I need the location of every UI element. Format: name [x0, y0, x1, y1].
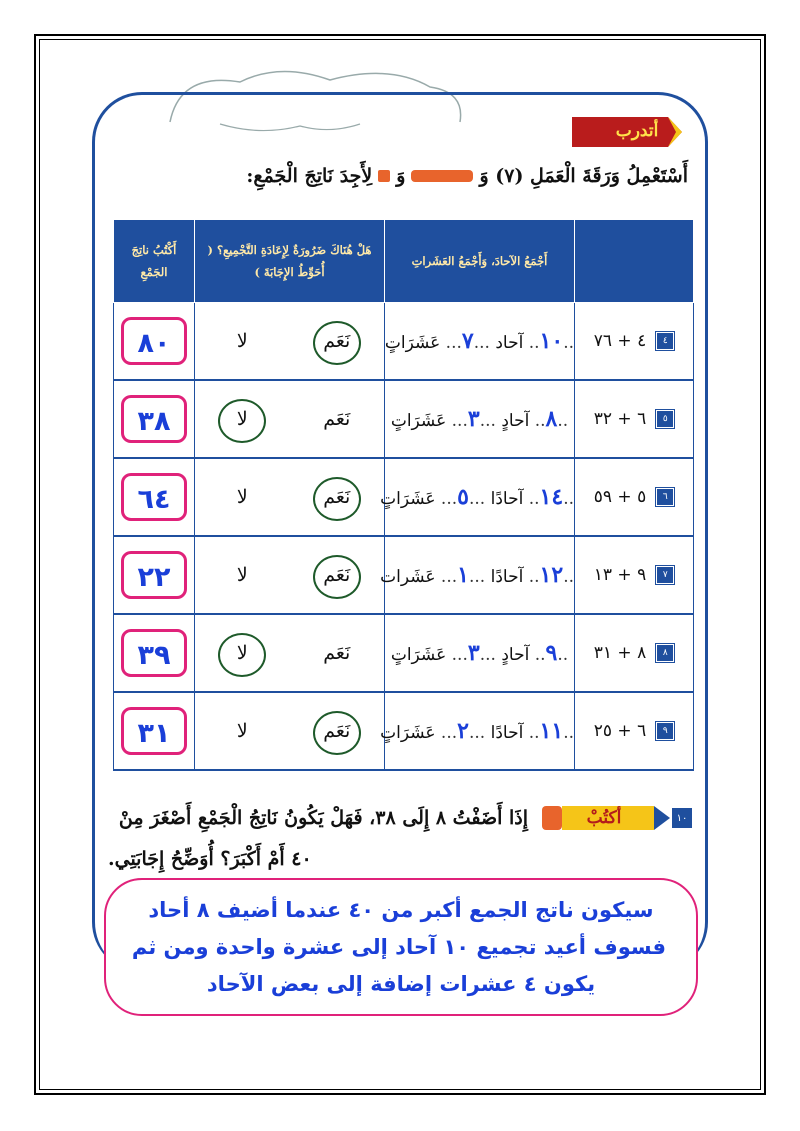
option-yes[interactable]: نَعَم: [313, 321, 361, 361]
ones-tens-cell: [380, 692, 575, 770]
answer-line-1: سيكون ناتج الجمع أكبر من ٤٠ عندما أضيف ٨ أحاد: [148, 898, 654, 922]
option-yes[interactable]: نَعَم: [313, 711, 361, 751]
tens-value: ٧: [461, 328, 474, 354]
exercise-cell: [575, 614, 694, 692]
table-row: [114, 614, 694, 692]
regroup-cell: [195, 303, 385, 381]
ones-word: آحادًا: [490, 723, 524, 743]
addition-expression: ٨ + ٣١: [593, 643, 647, 663]
tens-word: عَشَرات: [380, 567, 436, 587]
ones-tens-cell: [385, 303, 575, 381]
header-write-sum: أَكْتُبُ ناتِجَ الجَمْعِ: [114, 220, 195, 303]
dots: ..: [523, 567, 540, 587]
dots: ...: [446, 645, 468, 665]
ones-tens-cell: [380, 536, 575, 614]
instruction: [128, 160, 688, 192]
sum-answer-box[interactable]: ٣٨: [121, 395, 187, 443]
option-yes[interactable]: نَعَم: [323, 642, 351, 664]
tens-word: عَشَرَاتٍ: [384, 333, 441, 353]
row-number-badge: ٨: [656, 644, 674, 662]
tens-value: ٣: [467, 640, 480, 666]
dots: ...: [440, 333, 462, 353]
sum-answer-box[interactable]: ٢٢: [121, 551, 187, 599]
dots: ..: [523, 489, 540, 509]
row-number-badge: ٩: [656, 722, 674, 740]
exercise-cell: [575, 536, 694, 614]
option-no[interactable]: لا: [236, 330, 248, 352]
exercise-cell: [575, 458, 694, 536]
exercise-cell: [575, 380, 694, 458]
written-answer: [104, 878, 698, 1016]
addition-expression: ٤ + ٧٦: [593, 331, 647, 351]
ones-word: آحادٍ: [501, 411, 530, 431]
regroup-cell: [195, 614, 385, 692]
option-yes[interactable]: نَعَم: [313, 477, 361, 517]
dots: ...: [435, 723, 458, 743]
option-no[interactable]: لا: [236, 720, 248, 742]
tens-value: ١: [457, 562, 469, 588]
sum-answer-box[interactable]: ٨٠: [121, 317, 187, 365]
ones-word: آحادًا: [490, 489, 524, 509]
ones-value: ١٤: [539, 484, 564, 510]
instruction-text-3: لِأَجِدَ نَاتِجَ الْجَمْعِ:: [246, 165, 373, 187]
ones-value: ٨: [545, 406, 558, 432]
addition-expression: ٦ + ٢٥: [593, 721, 647, 741]
tens-value: ٣: [467, 406, 480, 432]
tens-value: ٢: [457, 718, 469, 744]
write-label: أكتُبْ: [586, 808, 622, 828]
question-line-2: ٤٠ أَمْ أَكْبَرَ؟ أُوَضِّحُ إِجَابَتِي.: [108, 848, 312, 870]
sum-cell: [114, 303, 195, 381]
dots: ...: [473, 333, 496, 353]
instruction-text-2: وَ: [396, 165, 406, 187]
ones-cube-icon: [378, 170, 390, 182]
ones-value: ٩: [545, 640, 558, 666]
tens-value: ٥: [457, 484, 469, 510]
ones-tens-cell: [385, 614, 575, 692]
sum-cell: [114, 380, 195, 458]
option-no[interactable]: لا: [218, 633, 266, 673]
dots: ..: [563, 567, 574, 587]
tens-word: عَشَرَاتٍ: [390, 645, 447, 665]
question-number: ١٠: [672, 808, 692, 828]
dots: ...: [468, 723, 491, 743]
addition-expression: ٩ + ١٣: [593, 565, 647, 585]
regroup-cell: [195, 458, 385, 536]
ones-word: آحاد: [495, 333, 524, 353]
dots: ..: [529, 645, 546, 665]
header-add-ones-tens: أَجْمَعُ الآحادَ، وَأَجْمَعُ العَشَراتِ: [385, 220, 575, 303]
dots: ..: [557, 411, 569, 431]
header-regroup-needed: هَلْ هُنَاكَ ضَرُورَةٌ لِإِعَادَةِ التَّجْمِيعِ؟ ( أُحَوِّطُ الإِجَابَةَ ): [195, 220, 385, 303]
exercise-cell: [575, 303, 694, 381]
dots: ..: [557, 645, 569, 665]
dots: ..: [563, 489, 574, 509]
tens-word: عَشَرَاتٍ: [390, 411, 447, 431]
addition-table: [113, 219, 694, 771]
tens-rod-icon: [411, 170, 473, 182]
regroup-cell: [195, 692, 385, 770]
ones-value: ١٢: [539, 562, 564, 588]
sum-answer-box[interactable]: ٣٩: [121, 629, 187, 677]
dots: ..: [523, 723, 540, 743]
ones-word: آحادٍ: [501, 645, 530, 665]
option-no[interactable]: لا: [218, 399, 266, 439]
row-number-badge: ٤: [656, 332, 674, 350]
header-exercise: [575, 220, 694, 303]
sum-answer-box[interactable]: ٣١: [121, 707, 187, 755]
instruction-text-1: أَسْتَعْمِلُ وَرَقَةَ الْعَمَلِ (٧) وَ: [479, 165, 688, 187]
option-no[interactable]: لا: [236, 486, 248, 508]
sum-answer-box[interactable]: ٦٤: [121, 473, 187, 521]
table-header-row: [114, 220, 694, 303]
question-line-1: إِذَا أَضَفْتُ ٨ إِلَى ٣٨، فَهَلْ يَكُونُ نَاتِجُ الْجَمْعِ أَصْغَرَ مِنْ: [118, 807, 528, 829]
ones-tens-cell: [385, 380, 575, 458]
dots: ...: [468, 489, 491, 509]
dots: ...: [479, 645, 502, 665]
dots: ...: [435, 567, 458, 587]
ones-value: ١٠: [539, 328, 564, 354]
regroup-cell: [195, 536, 385, 614]
dots: ..: [563, 723, 574, 743]
row-number-badge: ٥: [656, 410, 674, 428]
row-number-badge: ٧: [656, 566, 674, 584]
table-row: [114, 303, 694, 381]
table-row: [114, 692, 694, 770]
dots: ..: [529, 411, 546, 431]
dots: ...: [446, 411, 468, 431]
table-row: [114, 458, 694, 536]
row-number-badge: ٦: [656, 488, 674, 506]
sum-cell: [114, 536, 195, 614]
dots: ...: [479, 411, 502, 431]
ones-tens-cell: [380, 458, 575, 536]
option-no[interactable]: لا: [236, 564, 248, 586]
ones-value: ١١: [539, 718, 564, 744]
ones-word: آحادًا: [490, 567, 524, 587]
tens-word: عَشَرَاتٍ: [380, 489, 436, 509]
dots: ...: [435, 489, 458, 509]
sum-cell: [114, 458, 195, 536]
dots: ...: [468, 567, 491, 587]
answer-line-3: يكون ٤ عشرات إضافة إلى بعض الآحاد: [206, 972, 596, 996]
tens-word: عَشَرَاتٍ: [380, 723, 436, 743]
exercise-cell: [575, 692, 694, 770]
addition-expression: ٦ + ٣٢: [593, 409, 647, 429]
dots: ..: [563, 333, 574, 353]
sum-cell: [114, 614, 195, 692]
addition-expression: ٥ + ٥٩: [593, 487, 647, 507]
answer-line-2: فسوف أعيد تجميع ١٠ آحاد إلى عشرة واحدة ومن ثم: [131, 935, 666, 959]
table-row: [114, 536, 694, 614]
option-yes[interactable]: نَعَم: [313, 555, 361, 595]
option-yes[interactable]: نَعَم: [323, 408, 351, 430]
regroup-cell: [195, 380, 385, 458]
sum-cell: [114, 692, 195, 770]
table-row: [114, 380, 694, 458]
dots: ..: [523, 333, 540, 353]
practice-tab-label: أتدرب: [615, 121, 659, 141]
